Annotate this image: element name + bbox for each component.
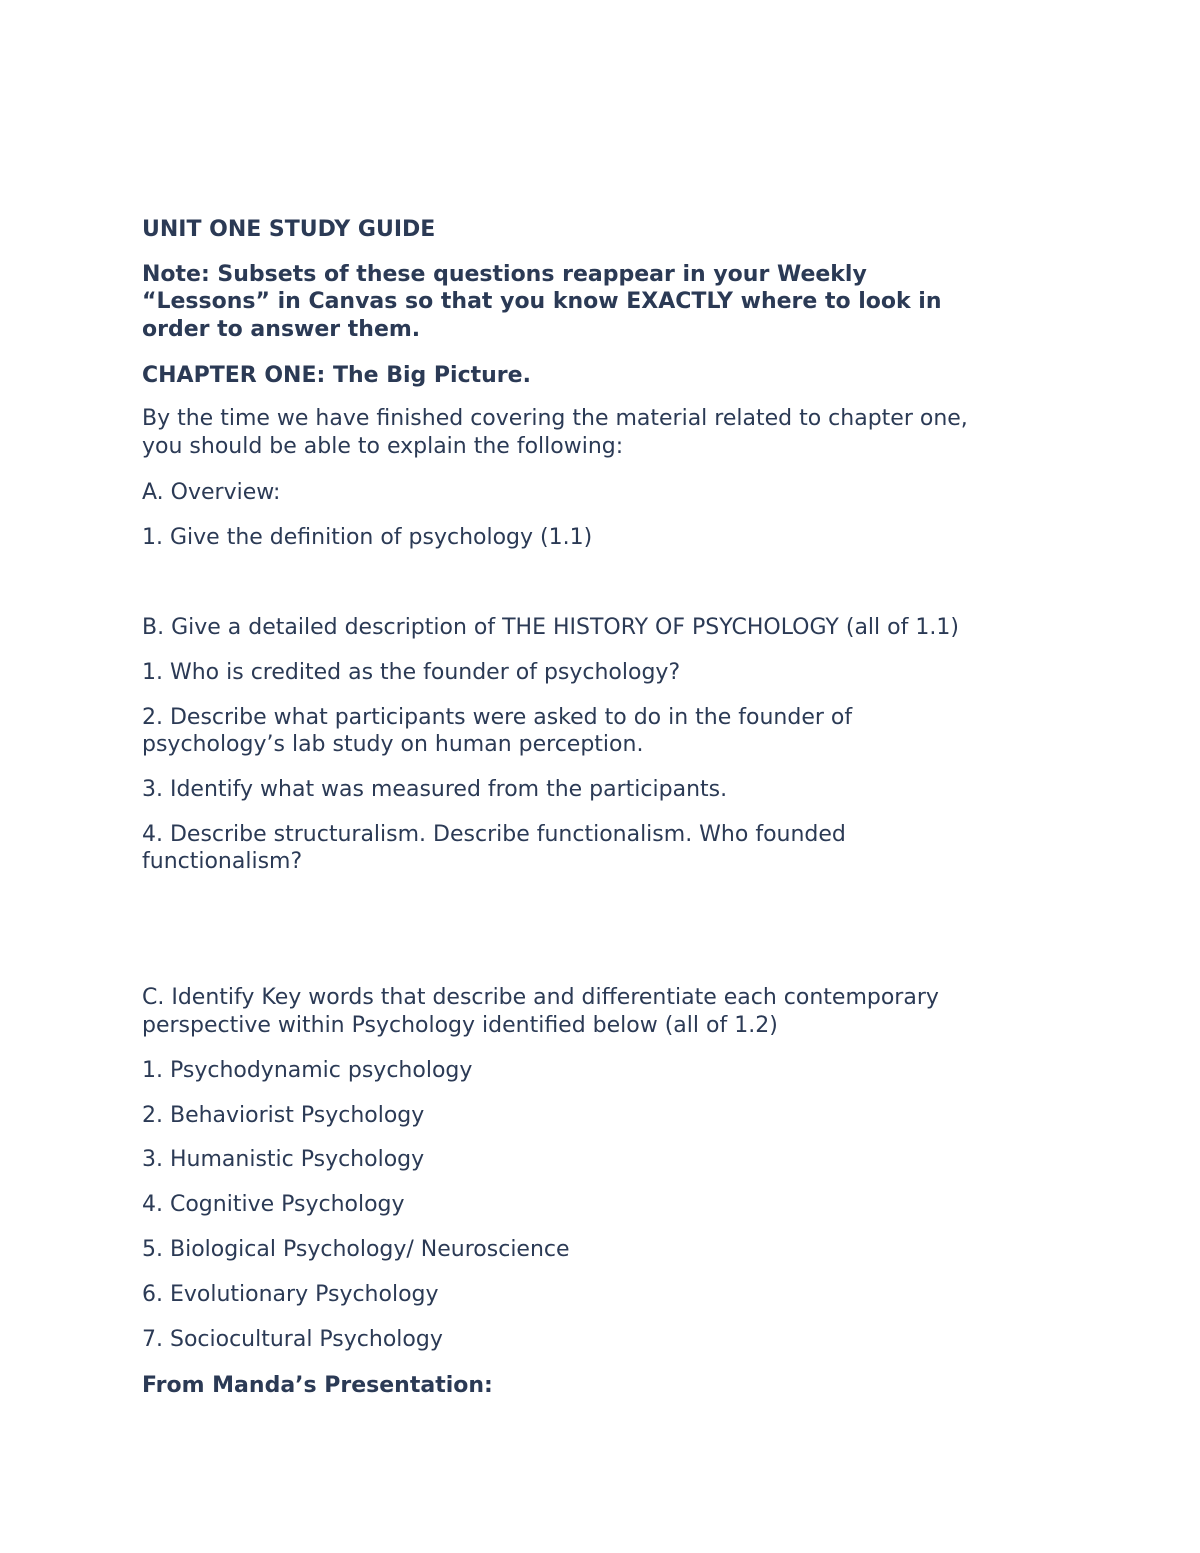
chapter-heading: CHAPTER ONE: The Big Picture.	[142, 363, 531, 388]
section-b-item-3: 3. Identify what was measured from the participants.	[142, 777, 728, 802]
intro-line-1: By the time we have finished covering the material related to chapter one,	[142, 406, 968, 431]
section-c-item: 2. Behaviorist Psychology	[142, 1103, 425, 1128]
section-c-item: 3. Humanistic Psychology	[142, 1147, 425, 1172]
section-c-heading-line-1: C. Identify Key words that describe and differentiate each contemporary	[142, 985, 939, 1010]
document-title: UNIT ONE STUDY GUIDE	[142, 217, 436, 242]
note-line-3: order to answer them.	[142, 317, 421, 342]
section-c-item: 5. Biological Psychology/ Neuroscience	[142, 1237, 570, 1262]
section-b-item-2-line-2: psychology’s lab study on human perception.	[142, 732, 644, 757]
section-b-heading: B. Give a detailed description of THE HISTORY OF PSYCHOLOGY (all of 1.1)	[142, 615, 959, 640]
section-c-item: 1. Psychodynamic psychology	[142, 1058, 473, 1083]
section-c-item: 7. Sociocultural Psychology	[142, 1327, 443, 1352]
section-c-item: 6. Evolutionary Psychology	[142, 1282, 439, 1307]
section-b-item-2-line-1: 2. Describe what participants were asked to do in the founder of	[142, 705, 853, 730]
section-b-item-1: 1. Who is credited as the founder of psychology?	[142, 660, 681, 685]
presentation-heading: From Manda’s Presentation:	[142, 1373, 493, 1398]
section-a-item-1: 1. Give the definition of psychology (1.1)	[142, 525, 593, 550]
section-b-item-4-line-2: functionalism?	[142, 849, 303, 874]
note-line-1: Note: Subsets of these questions reappear in your Weekly	[142, 262, 867, 287]
intro-line-2: you should be able to explain the following:	[142, 434, 624, 459]
section-a-heading: A. Overview:	[142, 480, 281, 505]
section-b-item-4-line-1: 4. Describe structuralism. Describe functionalism. Who founded	[142, 822, 846, 847]
note-line-2: “Lessons” in Canvas so that you know EXACTLY where to look in	[142, 289, 942, 314]
section-c-heading-line-2: perspective within Psychology identified below (all of 1.2)	[142, 1013, 778, 1038]
section-c-item: 4. Cognitive Psychology	[142, 1192, 405, 1217]
